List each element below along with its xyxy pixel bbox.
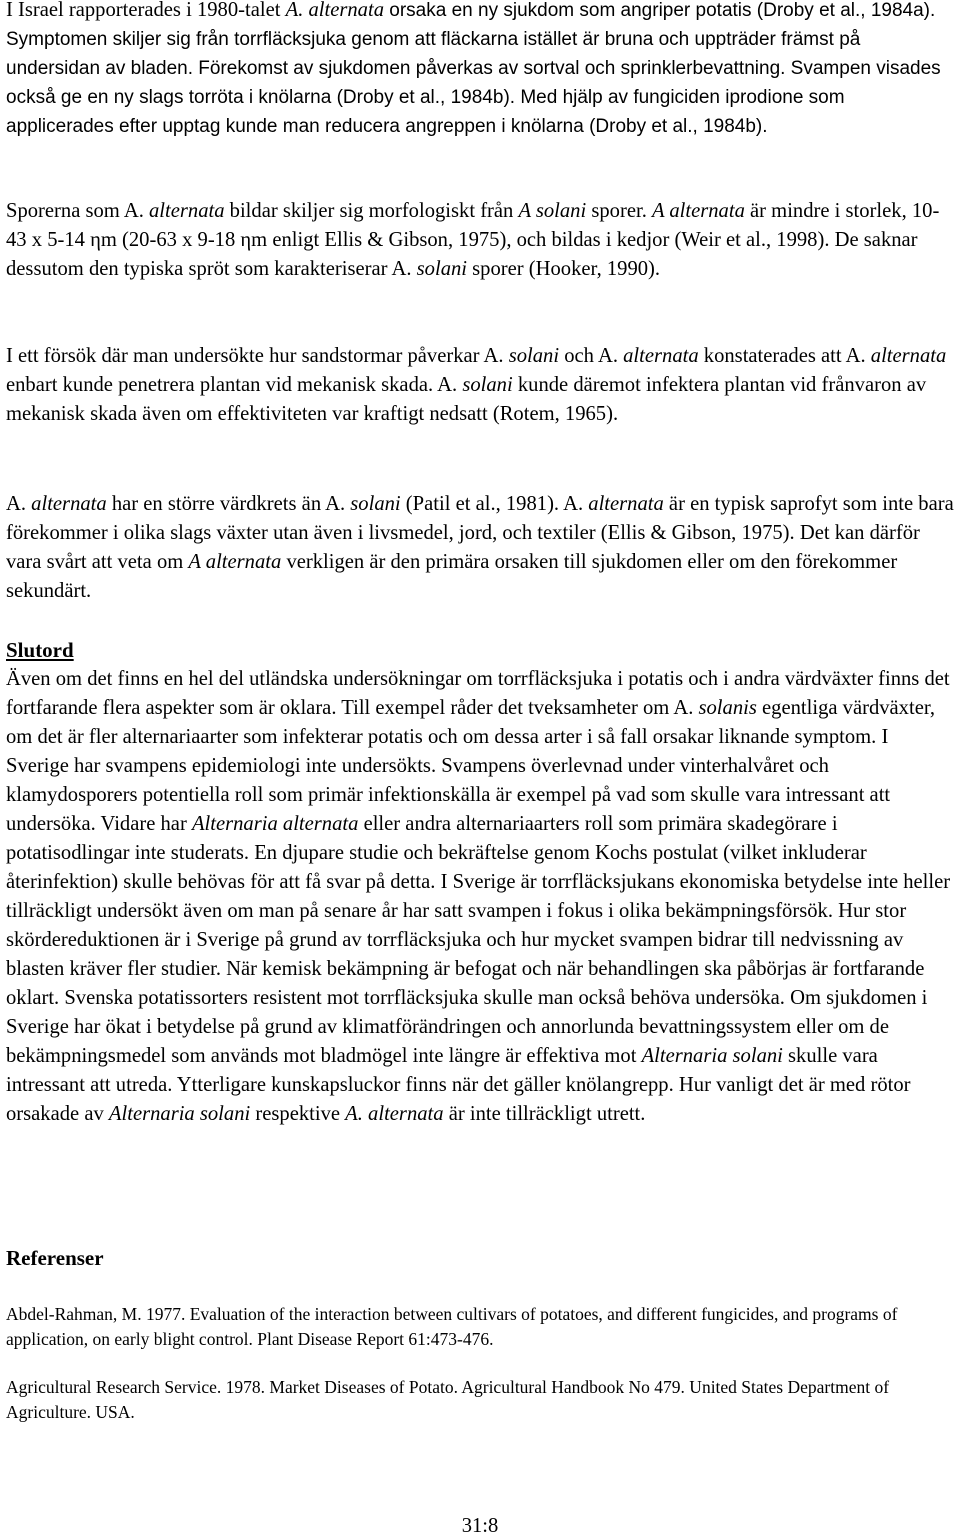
text-run: sporer (Hooker, 1990). <box>467 258 661 280</box>
text-run: I ett försök där man undersökte hur sandstormar påverkar A. <box>6 345 509 367</box>
text-run: Sporerna som A. <box>6 200 149 222</box>
text-run: eller andra alternariaarters roll som primära skadegörare i potatisodlingar inte studerats. En djupare studie och bekräftelse genom Kochs postulat (vilket inkluderar återinfektion) skulle behövas för att få svar på detta. I Sverige är torrfläcksjukans ekonomiska betydelse inte heller tillräckligt undersökt även om man på senare år har satt svampen i fokus i olika bekämpningsförsök. Hur stor skördereduktionen är i Sverige på grund av torrfläcksjuka och hur mycket svampen bidrar till nedvissning av blasten kräver fler studier. När kemisk bekämpning är befogat och när behandlingen ska påbörjas är fortfarande oklart. Svenska potatissorters resistent mot torrfläcksjuka skulle man också behöva undersöka. Om sjukdomen i Sverige har ökat i betydelse på grund av klimatförändringen och annorlunda bevattningssystem eller om de bekämpningsmedel som används mot bladmögel inte längre är effektiva mot <box>6 813 951 1067</box>
italic-run: solani <box>416 258 468 280</box>
text-run: och A. <box>559 345 624 367</box>
italic-run: A alternata <box>188 551 282 573</box>
section-heading-slutord: Slutord <box>6 638 74 662</box>
text-run: skulle vara intressant att utreda. Ytterligare kunskapsluckor finns när det gäller knölangrepp. Hur vanligt det är med rötor orsakade av <box>6 1045 911 1125</box>
paragraph-slutord <box>6 665 954 1129</box>
text-run: är inte tillräckligt utrett. <box>443 1103 646 1125</box>
reference-item: Agricultural Research Service. 1978. Market Diseases of Potato. Agricultural Handbook No 479. United States Department of Agriculture. USA. <box>6 1377 890 1422</box>
italic-run: A. alternata <box>345 1103 444 1125</box>
text-run: A. <box>6 493 32 515</box>
text-run: bildar skiljer sig morfologiskt från <box>224 200 519 222</box>
italic-run: alternata <box>31 493 107 515</box>
text-run: Även om det finns en hel del utländska undersökningar om torrfläcksjuka i potatis och i andra värdväxter finns det fortfarande flera aspekter som är oklara. Till exempel råder det tveksamheter om A. <box>6 668 950 719</box>
text-run: kunde däremot infektera plantan vid frånvaron av mekanisk skada även om effektiviteten var kraftigt nedsatt (Rotem, 1965). <box>6 374 927 425</box>
text-run: sporer. <box>586 200 652 222</box>
text-run: respektive <box>250 1103 346 1125</box>
italic-run: solanis <box>698 697 757 719</box>
text-run: verkligen är den primära orsaken till sjukdomen eller om den förekommer sekundärt. <box>6 551 898 602</box>
text-run: orsaka en ny sjukdom som angriper potatis (Droby et al., 1984a). <box>384 0 936 21</box>
italic-run: solani <box>350 493 401 515</box>
italic-run: solani <box>508 345 560 367</box>
paragraph-sporerna <box>6 197 954 284</box>
text-run: I Israel rapporterades i 1980-talet <box>6 0 286 21</box>
italic-run: Alternaria solani <box>641 1045 783 1067</box>
text-run: har en större värdkrets än A. <box>106 493 351 515</box>
paragraph-sandstormar <box>6 342 954 429</box>
text-run: (Patil et al., 1981). A. <box>400 493 589 515</box>
text-run: är mindre i storlek, 10-43 x 5-14 ηm (20-63 x 9-18 ηm enligt Ellis & Gibson, 1975), och bildas i kedjor (Weir et al., 1998). De saknar dessutom den typiska spröt som karakteriserar A. <box>6 200 940 280</box>
text-run: egentliga värdväxter, om det är fler alternariaarter som infekterar potatis och om dessa arter i så fall orsakar liknande symptom. I Sverige har svampens epidemiologi inte undersökts. Svampens överlevnad under vinterhalvåret och klamydosporers potentiella roll som primär infektionskälla är exempel på vad som skulle vara intressant att undersöka. Vidare har <box>6 697 936 835</box>
italic-run: A alternata <box>652 200 745 222</box>
italic-run: alternata <box>588 493 664 515</box>
italic-run: A. alternata <box>285 0 384 21</box>
text-run: Symptomen skiljer sig från torrfläcksjuka genom att fläckarna istället är bruna och uppträder främst på undersidan av bladen. Förekomst av sjukdomen påverkas av sortval och sprinklerbevattning. Svampen visades också ge en ny slags torröta i knölarna (Droby et al., 1984b). Med hjälp av fungiciden iprodione som applicerades efter upptag kunde man reducera angreppen i knölarna (Droby et al., 1984b). <box>6 29 941 137</box>
italic-run: Alternaria alternata <box>191 813 359 835</box>
italic-run: Alternaria solani <box>108 1103 251 1125</box>
text-run: konstaterades att A. <box>698 345 871 367</box>
reference-item: Abdel-Rahman, M. 1977. Evaluation of the interaction between cultivars of potatoes, and different fungicides, and programs of application, on early blight control. Plant Disease Report 61:473-476. <box>6 1304 898 1349</box>
page-number: 31:8 <box>461 1515 499 1537</box>
paragraph-vardkrets <box>6 490 954 606</box>
italic-run: alternata <box>149 200 225 222</box>
italic-run: A solani <box>518 200 587 222</box>
section-heading-referenser: Referenser <box>6 1246 104 1270</box>
italic-run: alternata <box>623 345 699 367</box>
paragraph-israel <box>6 0 954 141</box>
italic-run: alternata <box>870 345 947 367</box>
italic-run: solani <box>462 374 513 396</box>
text-run: enbart kunde penetrera plantan vid mekanisk skada. A. <box>6 374 463 396</box>
text-run: är en typisk saprofyt som inte bara förekommer i olika slags växter utan även i livsmedel, jord, och textiler (Ellis & Gibson, 1975). Det kan därför vara svårt att veta om <box>6 493 954 573</box>
